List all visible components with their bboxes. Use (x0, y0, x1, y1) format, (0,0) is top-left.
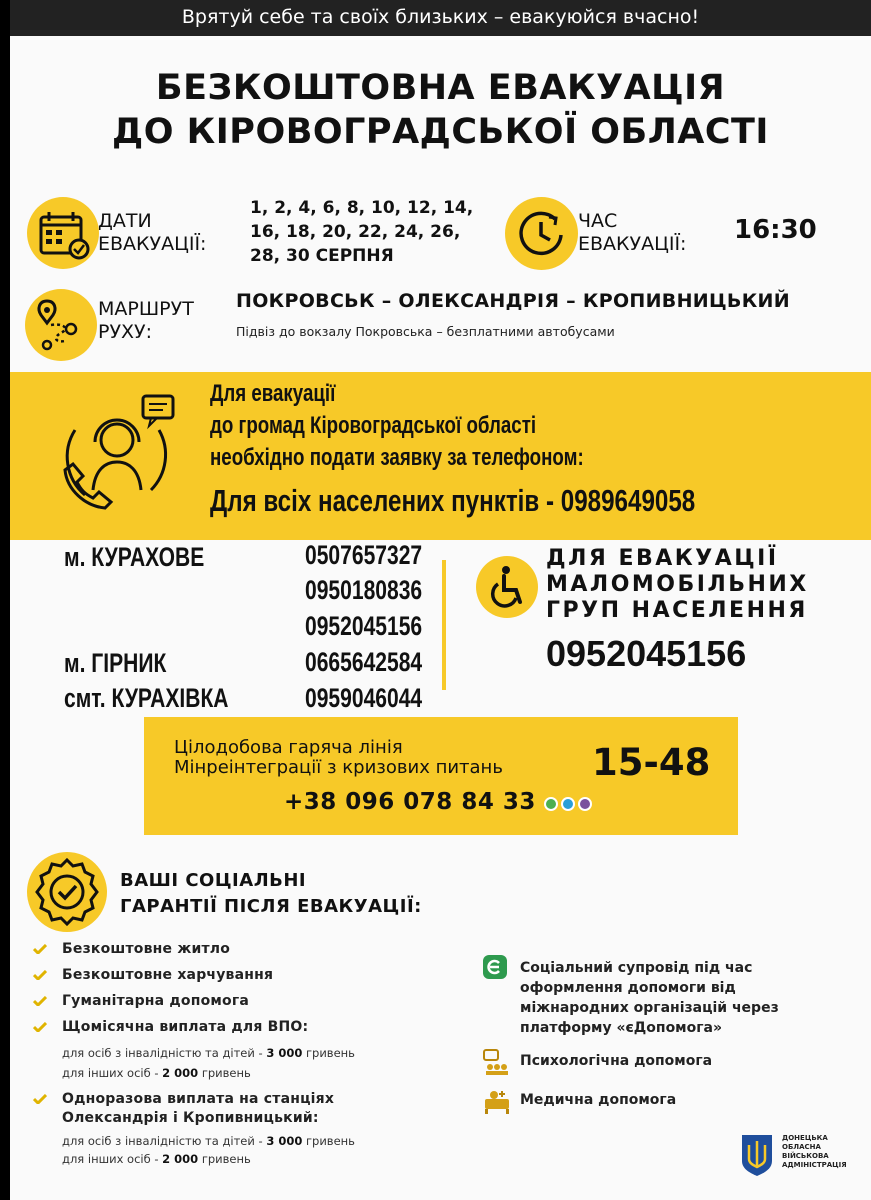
onetime-sub-b: для інших осіб - 2 000 гривень (62, 1152, 251, 1166)
check-icon (33, 1094, 47, 1104)
all-settlements-phone: Для всіх населених пунктів - 0989649058 (210, 483, 696, 518)
hotline-line-2: Мінреінтеграції з кризових питань (174, 757, 503, 778)
onetime-sub-a: для осіб з інвалідністю та дітей - 3 000 гривень (62, 1134, 355, 1148)
application-line-1: Для евакуації (210, 380, 336, 407)
route-label: МАРШРУТ РУХУ: (98, 298, 194, 343)
guarantee-social-support: Соціальний супровід під час оформлення допомоги від міжнародних організацій через платформу «єДопомога» (520, 960, 779, 1036)
guarantee-food: Безкоштовне харчування (62, 967, 274, 983)
guarantee-monthly: Щомісячна виплата для ВПО: (62, 1019, 309, 1035)
hotline-short-number: 15-48 (592, 741, 711, 784)
city-hirnyk: м. ГІРНИК (64, 648, 167, 678)
city-kurakhivka: смт. КУРАХІВКА (64, 683, 229, 713)
monthly-sub-b: для інших осіб - 2 000 гривень (62, 1066, 251, 1080)
low-mobility-line-3: ГРУП НАСЕЛЕННЯ (546, 598, 808, 623)
check-icon (33, 1022, 47, 1032)
title-line-2: ДО КІРОВОГРАДСЬКОЇ ОБЛАСТІ (112, 112, 769, 152)
viber-icon (578, 797, 592, 811)
phone-kurakhove-1: 0507657327 (305, 540, 423, 570)
application-band (10, 372, 871, 540)
guarantees-title: ВАШІ СОЦІАЛЬНІ ГАРАНТІЇ ПІСЛЯ ЕВАКУАЦІЇ: (120, 870, 422, 917)
guarantee-humanitarian: Гуманітарна допомога (62, 993, 250, 1009)
wheelchair-icon (476, 556, 538, 618)
application-line-3: необхідно подати заявку за телефоном: (210, 444, 584, 471)
time-label: ЧАС ЕВАКУАЦІЇ: (578, 210, 687, 255)
hotline-box (144, 717, 738, 835)
check-icon (33, 996, 47, 1006)
phone-kurakhove-2: 0950180836 (305, 575, 423, 605)
guarantee-housing: Безкоштовне житло (62, 941, 231, 957)
phone-kurakhivka: 0959046044 (305, 683, 423, 713)
title-line-1: БЕЗКОШТОВНА ЕВАКУАЦІЯ (155, 68, 726, 108)
hotline-line-1: Цілодобова гаряча лінія (174, 737, 403, 758)
check-icon (33, 944, 47, 954)
clock-icon (505, 197, 578, 270)
check-icon (33, 970, 47, 980)
guarantee-psychological: Психологічна допомога (520, 1053, 713, 1069)
divider (442, 560, 446, 690)
phone-kurakhove-3: 0952045156 (305, 611, 423, 641)
calendar-icon (27, 197, 99, 269)
top-banner: Врятуй себе та своїх близьких – евакуюйся вчасно! (10, 0, 871, 36)
city-kurakhove: м. КУРАХОВЕ (64, 542, 205, 572)
hotline-phone: +38 096 078 84 33 (284, 789, 536, 815)
route-icon (25, 289, 97, 361)
time-value: 16:30 (734, 215, 817, 245)
route-note: Підвіз до вокзалу Покровська – безплатними автобусами (236, 324, 615, 339)
dates-label: ДАТИ ЕВАКУАЦІЇ: (98, 210, 207, 255)
telegram-icon (561, 797, 575, 811)
medical-icon (482, 1087, 512, 1115)
guarantee-medical: Медична допомога (520, 1092, 677, 1108)
edopomoga-icon (482, 954, 508, 980)
low-mobility-phone: 0952045156 (546, 633, 747, 674)
monthly-sub-a: для осіб з інвалідністю та дітей - 3 000 гривень (62, 1046, 355, 1060)
evacuation-poster (10, 0, 871, 1200)
route-value: ПОКРОВСЬК – ОЛЕКСАНДРІЯ – КРОПИВНИЦЬКИЙ (236, 290, 790, 312)
application-line-2: до громад Кіровоградської області (210, 412, 537, 439)
operator-icon (55, 390, 185, 510)
whatsapp-icon (544, 797, 558, 811)
guarantee-onetime-1: Одноразова виплата на станціях (62, 1091, 335, 1107)
psychology-icon (482, 1047, 512, 1077)
low-mobility-line-1: ДЛЯ ЕВАКУАЦІЇ (546, 546, 779, 571)
phone-hirnyk: 0665642584 (305, 647, 423, 677)
guarantee-onetime-2: Олександрія і Кропивницький: (62, 1110, 319, 1126)
guarantee-badge-icon (27, 852, 107, 932)
ukraine-trident-icon (740, 1133, 774, 1177)
administration-name: ДОНЕЦЬКА ОБЛАСНА ВІЙСЬКОВА АДМІНІСТРАЦІЯ (782, 1134, 847, 1169)
low-mobility-line-2: МАЛОМОБІЛЬНИХ (546, 572, 809, 597)
dates-value: 1, 2, 4, 6, 8, 10, 12, 14, 16, 18, 20, 22, 24, 26, 28, 30 СЕРПНЯ (250, 198, 474, 266)
